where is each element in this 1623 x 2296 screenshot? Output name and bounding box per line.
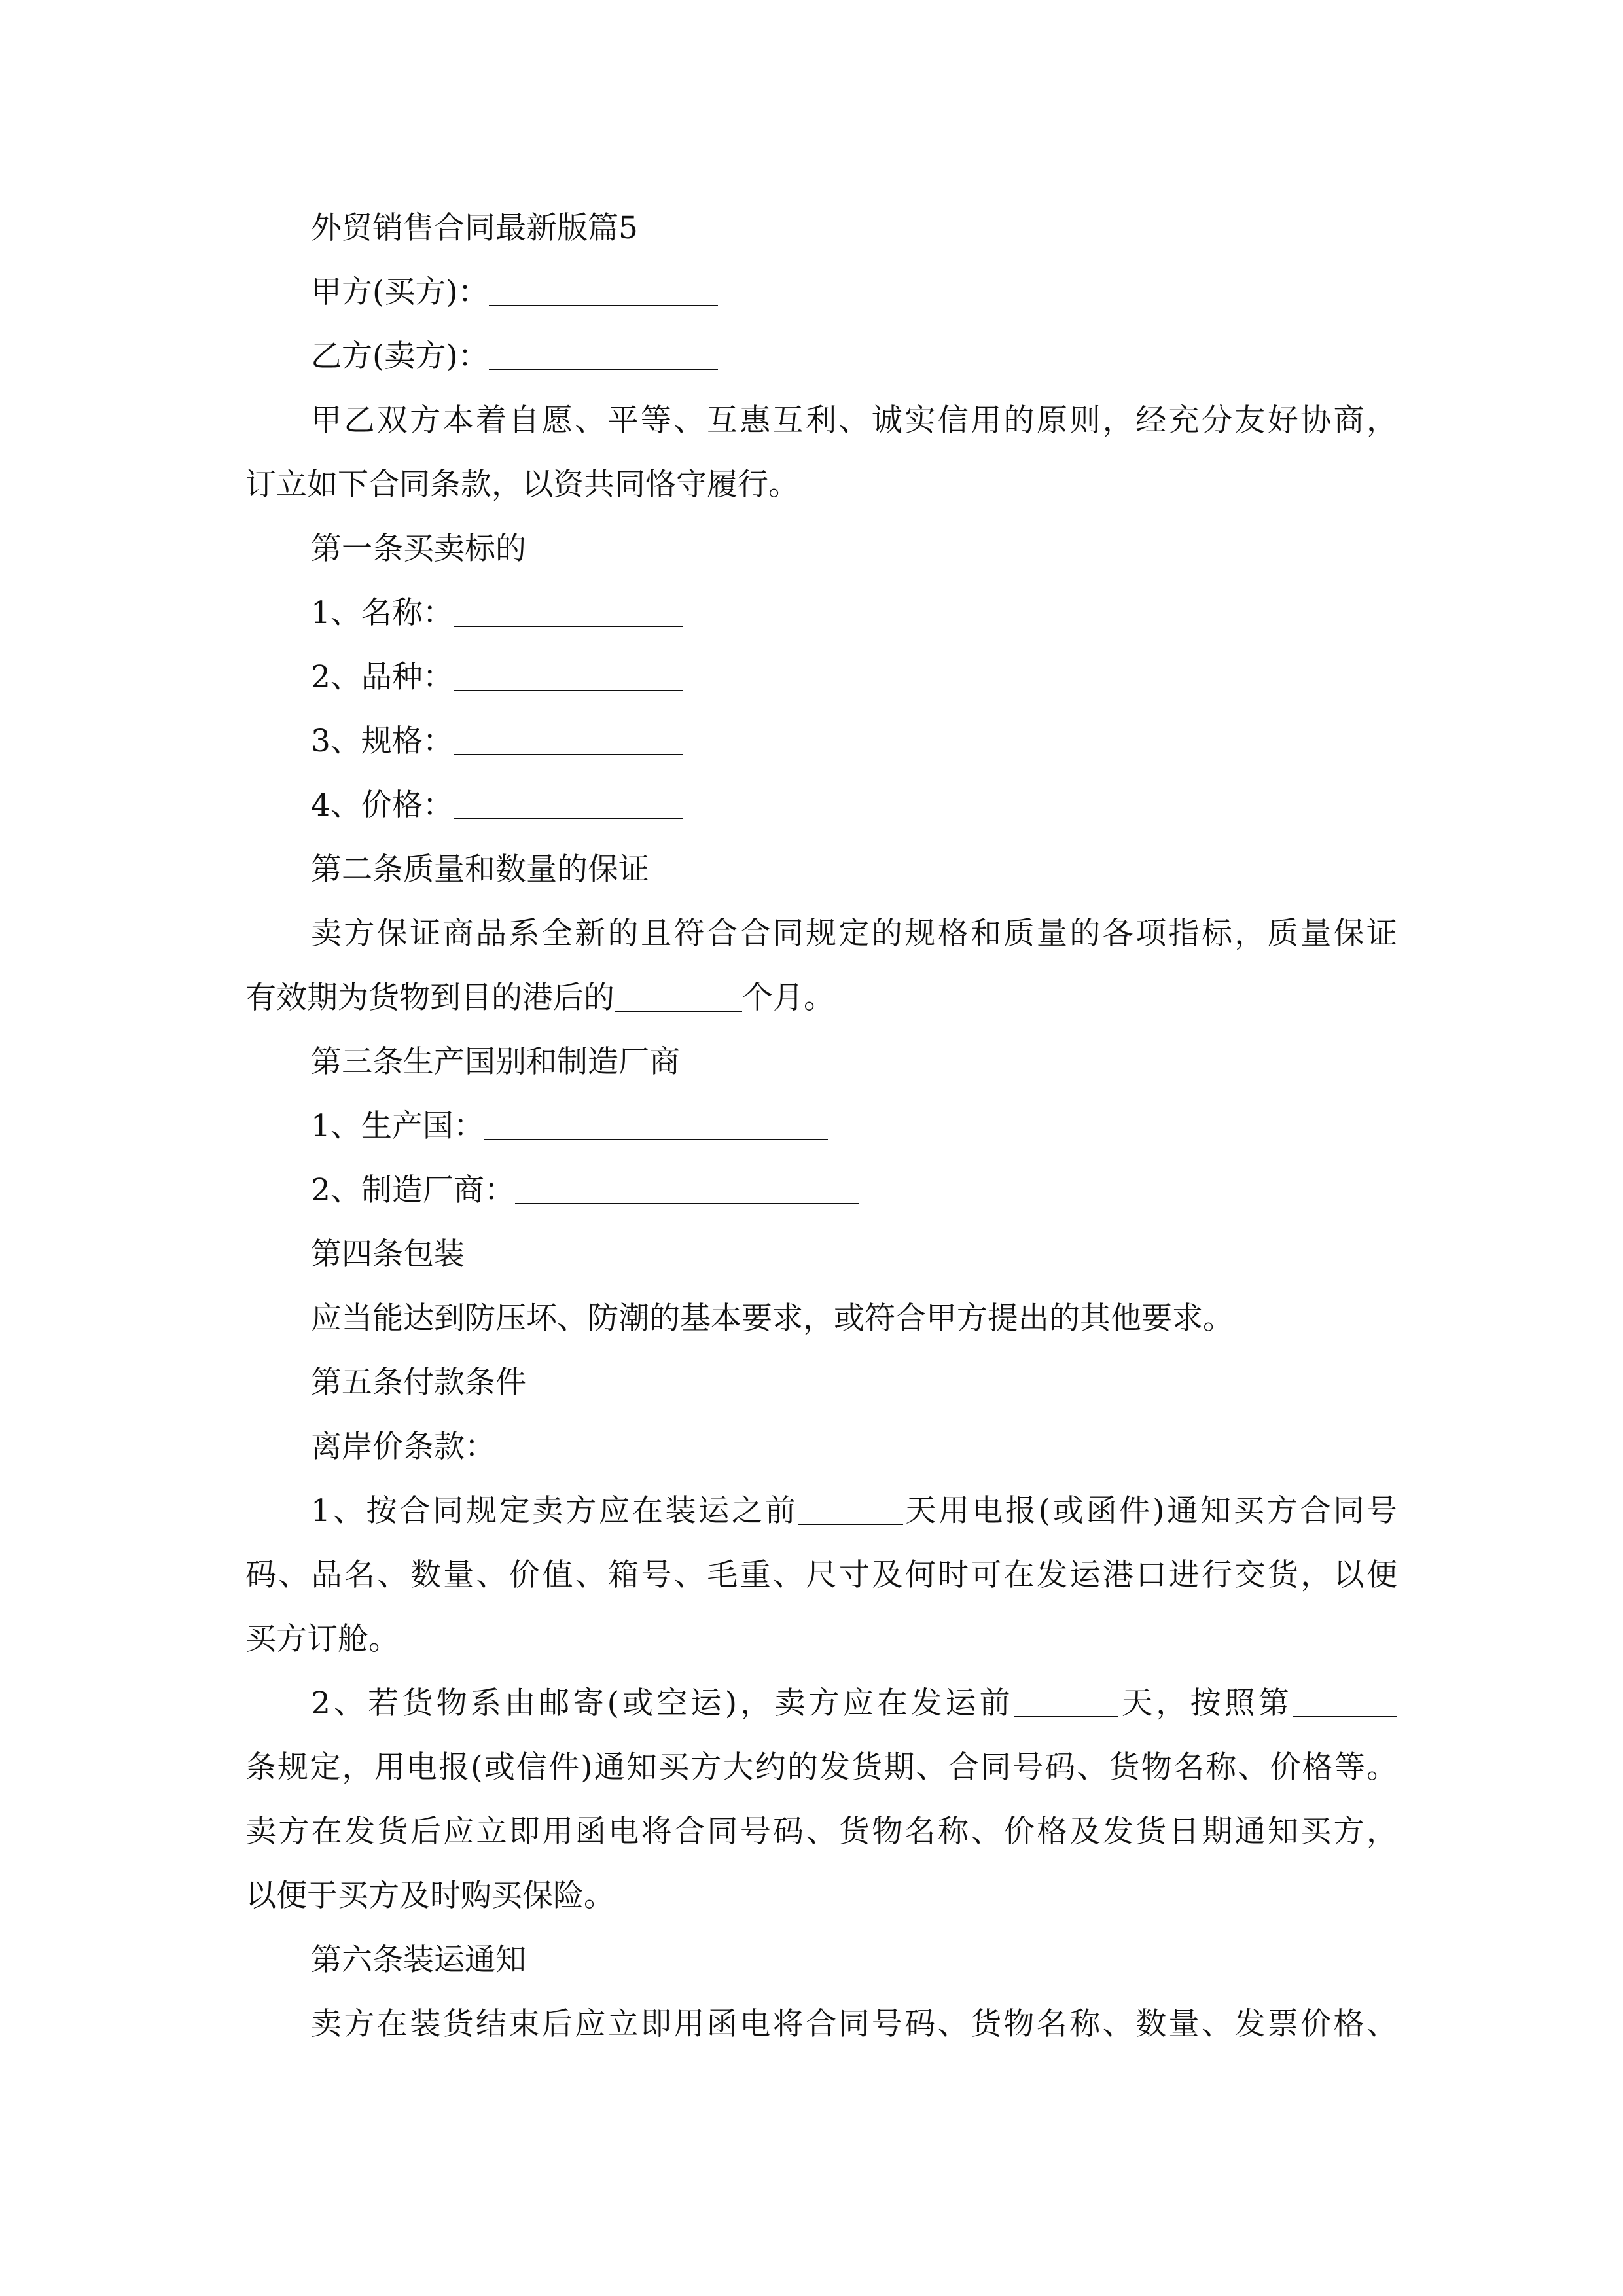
manufacturer-blank	[515, 1177, 859, 1204]
dispatch-days-blank	[1014, 1690, 1118, 1717]
article-5-p2-line-1: 2、若货物系由邮寄(或空运)，卖方应在发运前 天，按照第	[245, 1672, 1397, 1736]
party-b-line: 乙方(卖方)：	[245, 325, 1397, 389]
article-2-title: 第二条质量和数量的保证	[311, 852, 649, 888]
intro-line-1: 甲乙双方本着自愿、平等、互惠互利、诚实信用的原则，经充分友好协商，	[311, 403, 1397, 439]
article-5-p1-line-2: 码、品名、数量、价值、箱号、毛重、尺寸及何时可在发运港口进行交货，以便	[245, 1557, 1397, 1593]
article-2-line-1: 卖方保证商品系全新的且符合合同规定的规格和质量的各项指标，质量保证	[311, 916, 1397, 952]
warranty-months-blank	[615, 984, 742, 1012]
clause-number-blank	[1293, 1690, 1397, 1717]
article-5-title: 第五条付款条件	[311, 1365, 526, 1401]
intro-line-2: 订立如下合同条款，以资共同恪守履行。	[245, 467, 799, 503]
party-b-blank	[489, 343, 718, 370]
article-6-line-1: 卖方在装货结束后应立即用函电将合同号码、货物名称、数量、发票价格、	[311, 2006, 1397, 2042]
name-blank	[454, 600, 683, 627]
article-1-title: 第一条买卖标的	[311, 531, 526, 567]
article-3-item-country: 1、生产国：	[245, 1094, 1397, 1158]
article-5-p2-line-4: 以便于买方及时购买保险。	[245, 1878, 615, 1914]
article-5-p1-line-3: 买方订舱。	[245, 1621, 399, 1657]
article-2-line-2: 有效期为货物到目的港后的 个月。	[245, 980, 834, 1016]
party-a-blank	[489, 279, 718, 306]
article-1-item-price: 4、价格：	[245, 774, 1397, 838]
variety-blank	[454, 664, 683, 691]
article-1-item-name: 1、名称：	[245, 581, 1397, 645]
contract-body	[245, 196, 1397, 2056]
article-3-title: 第三条生产国别和制造厂商	[311, 1044, 680, 1080]
article-5-subtitle: 离岸价条款：	[311, 1429, 495, 1465]
notice-days-blank	[798, 1498, 903, 1525]
party-a-line: 甲方(买方)：	[245, 260, 1397, 325]
article-5-p2-line-3: 卖方在发货后应立即用函电将合同号码、货物名称、价格及发货日期通知买方，	[245, 1814, 1397, 1850]
article-4-title: 第四条包装	[311, 1236, 465, 1272]
country-blank	[484, 1113, 828, 1140]
article-5-p1-line-1: 1、按合同规定卖方应在装运之前 天用电报(或函件)通知买方合同号	[311, 1493, 1397, 1529]
article-6-title: 第六条装运通知	[311, 1942, 526, 1978]
article-1-item-variety: 2、品种：	[245, 645, 1397, 709]
price-blank	[454, 792, 683, 819]
spec-blank	[454, 728, 683, 755]
article-3-item-manufacturer: 2、制造厂商：	[245, 1158, 1397, 1223]
document-title: 外贸销售合同最新版篇5	[311, 210, 638, 246]
article-1-item-spec: 3、规格：	[245, 709, 1397, 774]
article-4-text: 应当能达到防压坏、防潮的基本要求，或符合甲方提出的其他要求。	[311, 1300, 1234, 1336]
article-5-p2-line-2: 条规定，用电报(或信件)通知买方大约的发货期、合同号码、货物名称、价格等。	[245, 1749, 1397, 1785]
